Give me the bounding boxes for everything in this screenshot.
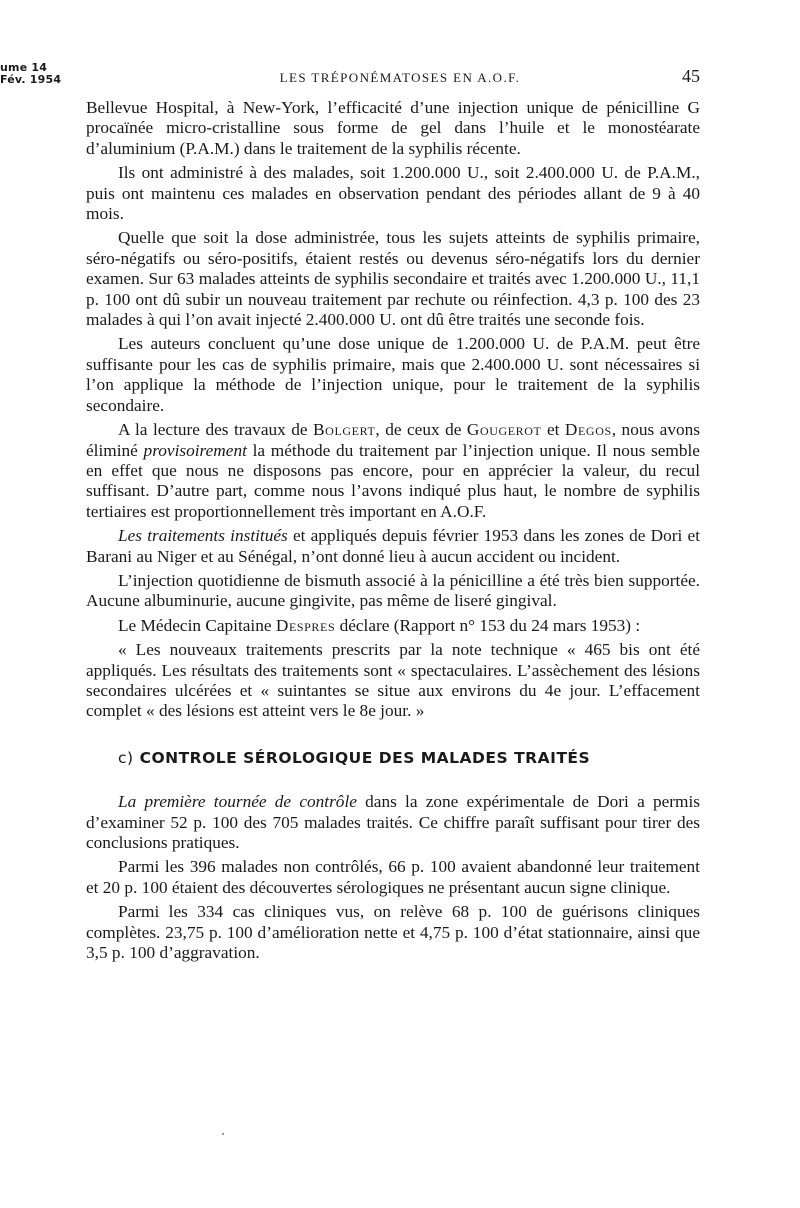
- emphasis: La première tournée de contrôle: [118, 792, 357, 812]
- emphasis: provisoirement: [143, 440, 247, 460]
- author-name: Gougerot: [466, 420, 542, 440]
- section-heading: [118, 748, 700, 768]
- quotation: « Les nouveaux traitements prescrits par la note technique « 465 bis ont été appliqués. Les résultats des traitements sont « spectaculaires. L’assèchement des lésions secondaires ulcérées et « suintantes se situe aux environs du 4e jour. L’effacement complet « des lésions est atteint vers le 8e jour. »: [86, 640, 700, 721]
- paragraph-4: Les auteurs concluent qu’une dose unique de 1.200.000 U. de P.A.M. peut être suffisante pour les cas de syphilis primaire, mais que 2.400.000 U. sont nécessaires si l’on applique la méthode de l’injection unique, pour le traitement de la syphilis secondaire.: [86, 334, 700, 415]
- body-text: [86, 98, 700, 967]
- paragraph-5: A la lecture des travaux de Bolgert, de ceux de Gougerot et Degos, nous avons éliminé provisoirement la méthode du traitement par l’injection unique. Il nous semble en effet que nous ne disposons pas encore, pour en apprécier la valeur, du recul suffisant. D’autre part, comme nous l’avons indiqué plus haut, le nombre de syphilis tertiaires est proportionnellement très important en A.O.F.: [86, 420, 700, 521]
- author-name: Degos: [564, 420, 612, 440]
- date-label: Fév. 1954: [0, 73, 62, 86]
- author-name: Despres: [275, 615, 336, 635]
- page-number: 45: [682, 66, 700, 86]
- print-speck: [222, 1133, 224, 1135]
- paragraph-8: Le Médecin Capitaine Despres déclare (Rapport n° 153 du 24 mars 1953) :: [118, 615, 641, 635]
- paragraph-1: Bellevue Hospital, à New-York, l’efficacité d’une injection unique de pénicilline G procaïnée micro-cristalline sous forme de gel dans l’huile et le monostéarate d’aluminium (P.A.M.) dans le traitement de la syphilis récente.: [86, 98, 700, 158]
- paragraph-2: Ils ont administré à des malades, soit 1.200.000 U., soit 2.400.000 U. de P.A.M., puis ont maintenu ces malades en observation pendant des périodes allant de 9 à 40 mois.: [86, 163, 700, 224]
- emphasis: Les traitements institués: [118, 526, 288, 546]
- paragraph-6: Les traitements institués et appliqués depuis février 1953 dans les zones de Dori et Barani au Niger et au Sénégal, n’ont donné lieu à aucun accident ou incident.: [86, 526, 700, 566]
- running-title: LES TRÉPONÉMATOSES EN A.O.F.: [279, 70, 521, 85]
- paragraph-11: Parmi les 334 cas cliniques vus, on relève 68 p. 100 de guérisons cliniques complètes. 23,75 p. 100 d’amélioration nette et 4,75 p. 100 d’état stationnaire, ainsi que 3,5 p. 100 d’aggravation.: [86, 902, 700, 963]
- paragraph-7: L’injection quotidienne de bismuth associé à la pénicilline a été très bien supportée. Aucune albuminurie, aucune gingivite, pas même de liseré gingival.: [86, 570, 700, 611]
- section-title: CONTROLE SÉROLOGIQUE DES MALADES TRAITÉS: [139, 748, 591, 767]
- section-letter: c): [118, 748, 134, 767]
- paragraph-10: Parmi les 396 malades non contrôlés, 66 p. 100 avaient abandonné leur traitement et 20 p. 100 étaient des découvertes sérologiques ne présentant aucun signe clinique.: [86, 857, 700, 897]
- paragraph-9: La première tournée de contrôle dans la zone expérimentale de Dori a permis d’examiner 52 p. 100 des 705 malades traités. Ce chiffre paraît suffisant pour tirer des conclusions pratiques.: [86, 792, 700, 852]
- paragraph-3: Quelle que soit la dose administrée, tous les sujets atteints de syphilis primaire, séro-négatifs ou séro-positifs, étaient restés ou devenus séro-négatifs lors du dernier examen. Sur 63 malades atteints de syphilis secondaire et traités avec 1.200.000 U., 11,1 p. 100 ont dû subir un nouveau traitement par rechute ou réinfection. 4,3 p. 100 des 23 malades à qui l’on avait injecté 2.400.000 U. ont dû être traités une seconde fois.: [86, 228, 700, 330]
- volume-label: ume 14: [0, 61, 48, 74]
- author-name: Bolgert: [313, 420, 376, 440]
